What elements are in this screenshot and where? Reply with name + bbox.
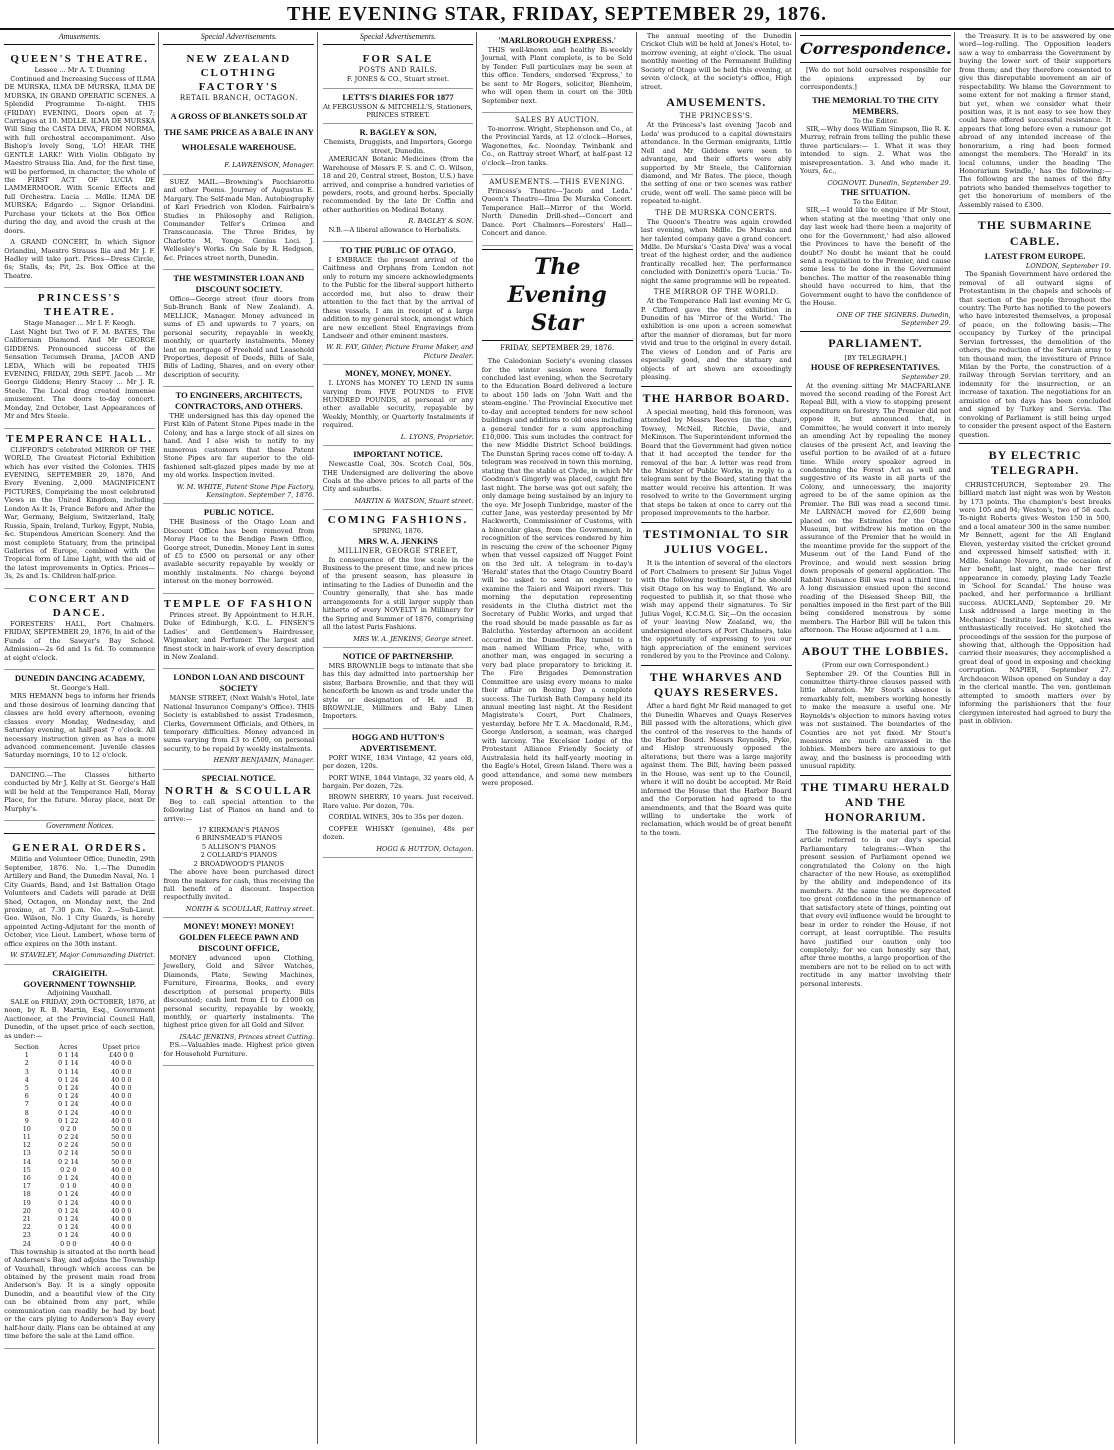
- ad-dancing-classes: [4, 768, 155, 821]
- ad-title: 'MARLBOROUGH EXPRESS.': [498, 35, 616, 45]
- article-subtitle: [BY TELEGRAPH.]: [844, 353, 907, 362]
- ad-title: FOR SALE: [362, 53, 434, 66]
- ad-body: Princess's Theatre—'Jacob and Leda.' Queen's Theatre—Ilma De Murska Concert. Temperance Hall—Mirror of the World. North Dunedin Drill-shed—Concert and Dance. Port Chalmers—Foresters' Hall—Concert and dance.: [481, 187, 633, 238]
- ad-jenkins: [323, 510, 474, 648]
- table-cell: 0 1 0: [60, 1182, 77, 1191]
- article-note: [We do not hold ourselves responsible for the opinions expressed by our correspondents.]: [800, 66, 951, 92]
- ad-body: SUEZ MAIL.—Browning's Pacchiarotto and other Poems. Journey of Augustus E. Margary. The Self-made Man. Autobiography of Karl Friedrich von Kloden. Fairbairn's Studies in Philosophy and Religion. Commander Telfer's Crimea and Transcaucasia. The Three Brides, by Charlotte M. Yonge. Genius Loci. J. Wellesley's Works. On Sale by R. Hedgson, &c. Princes street north, Dunedin.: [163, 177, 315, 262]
- article-body: After a hard fight Mr Reid managed to get the Dunedin Wharves and Quays Reserves Bill passed with the alterations, which give the control of the reserves to the hands of the Harbor Board. Messrs Reynolds, Pyke, and Hislop strenuously opposed the alterations, but there was a large majority against them. The Bill, having been passed in the House, was sent up to the Council, where it will no doubt be accepted. Mr Reid informed the House that the Harbor Board and the Corporation had agreed to the amendments, and that the Board was quite willing to undertake the work of reclamation, which would be of great benefit to the town.: [640, 702, 792, 837]
- ad-temple-of-fashion: [163, 594, 314, 670]
- ad-title: MRS W. A. JENKINS: [358, 535, 438, 546]
- table-cell: 0 1 24: [58, 1223, 79, 1232]
- masthead: [0, 0, 1114, 30]
- article-body: At the evening sitting Mr MACFARLANE moved the second reading of the Forest Act Repeal Bill, with a view to stopping present expenditure on forestry. The Premier did not oppose it, but announced that, in Committee, he would convert it into merely an amending Act by repealing the money clauses of the present Act, and leaving the useful portion to be availed of at a future time. While every speaker agreed in condemning the Forest Act as well and suggestive of its waste in all parts of the Colony, and unnecessary, the majority agreed to be of the same opinion as the Premier. The Bill was read a second time. Mr LARNACH moved for £2,600 being placed on the Estimates for the Otago Museum, but withdrew his motion on the assurance of the Premier that he would in the meantime provide for the support of the Museum out of the Land Fund of the Province, and would next session bring down proposals of general application. The Rabbit Nuisance Bill was read a third time. A long discussion ensued upon the second reading of the Diseased Sheep Bill, the penalties imposed in the first part of the Bill being considered monstrous by some members. The Harbor Bill will be taken this afternoon. The House adjourned at 1 a.m.: [800, 381, 951, 635]
- table-row: [4, 1084, 155, 1092]
- ad-subtitle: Stage Manager ... Mr I. F. Keogh.: [23, 319, 136, 328]
- ad-body: THIS well-known and healthy Bi-weekly Journal, with Plant complete, is to be Sold by Tender. Full particulars may be seen at this office. Tenders, endorsed 'Express,' to be sent to Mr Rogers, solicitor, Blenheim, who will open them in court on the 30th September next.: [481, 45, 633, 105]
- article-body: A special meeting, held this forenoon, was attended by Messrs Reeves (in the chair), Towsey, McNeil, Ritchie, Davie, and McKinnon. The Superintendent informed the Board that the Government had given notice that it had accepted the tender for the removal of the bar. A letter was read from the Minister of Public Works, in reply to a telegram sent by the Board, stating that the matter would receive his attention. It was resolved to write to the Government urging that steps be taken at once to carry out the proposed improvements to the harbor.: [640, 407, 792, 518]
- ad-body: DANCING.—The Classes hitherto conducted by Mr J. Kelly at St. George's Hall will be held at the Temperance Hall, Moray Place, for the future. Moray place, next Dr Murphy's.: [4, 770, 156, 813]
- article-body: September 29. Of the Counties Bill in committee thirty-three clauses passed with little alteration. Mr Stout's absence is remarkably felt, members working honestly to make the measure a useful one. Mr Reynolds's objection to minors having votes was not sustained. The boundaries of the Counties are not yet fixed. Mr Stout's measures are much canvassed in the lobbies. Members here are anxious to get away, and the business is proceeding with unusual rapidity.: [800, 669, 951, 771]
- section-title-telegraph: BY ELECTRIC TELEGRAPH.: [988, 447, 1082, 478]
- ad-title: GOLDEN FLEECE PAWN AND DISCOUNT OFFICE,: [179, 932, 299, 954]
- table-cell: 0 1 14: [58, 1059, 79, 1068]
- ad-signature: MARTIN & WATSON, Stuart street.: [354, 496, 474, 505]
- divider: [641, 386, 792, 387]
- table-cell: 0 1 24: [58, 1092, 79, 1101]
- table-cell: 0 1 24: [58, 1231, 79, 1240]
- ad-body: A GRAND CONCERT, In which Signor Orlandini, Maestro Strauss Ilia and Mr J. F. Hadley will take part. Prices—Dress Circle, 6s; Stalls, 4s; Pit, 2s. Box Office at the Theatre.: [4, 238, 156, 280]
- ad-signature: W. M. WHITE, Patent Stone Pipe Factory, Kensington. September 7, 1876.: [176, 482, 315, 499]
- table-cell: 0 1 24: [58, 1206, 79, 1215]
- ad-body: SALE on FRIDAY, 29th OCTOBER, 1876, at noon, by R. B. Martin, Esq., Government Auctioneer, at the Provincial Council Hall, Dunedin, of the upset price of each section, as under:—: [4, 997, 156, 1040]
- table-cell: 23: [22, 1231, 31, 1240]
- table-row: [4, 1231, 155, 1239]
- table-cell: 16: [22, 1174, 31, 1183]
- ad-body: Last Night but Two of F. M. BATES, The Californian Diamond. And Mr GEORGE GIDDENS. Pronounced success of the Sensation Tecumseh Drama, JACOB AND LEDA, Which will be repeated THIS EVENING, FRIDAY, 29th SEPT. Jacob ... Mr George Giddens; Henry Stacey ... Mr J. R. Steele. The Local drag created immense amusement. The doors to-day concert. Monday, 2nd October, Last Appearances of Mr and Mrs Steele.: [4, 327, 156, 421]
- table-cell: 1: [24, 1051, 29, 1060]
- table-cell: 19: [22, 1198, 31, 1207]
- section-title-cable: THE SUBMARINE CABLE.: [977, 218, 1093, 248]
- ad-general-orders: [4, 838, 155, 964]
- ad-important-notice: [323, 446, 474, 510]
- ad-title: IMPORTANT NOTICE.: [353, 449, 443, 460]
- table-cell: 0 1 24: [58, 1075, 79, 1084]
- table-cell: 40 0 0: [111, 1083, 132, 1092]
- newspaper-title: The Evening Star: [482, 249, 633, 341]
- table-cell: 15: [22, 1165, 31, 1174]
- ad-nz-clothing: [163, 49, 314, 175]
- ad-body: F. JONES & CO., Stuart street.: [346, 75, 450, 84]
- article-subtitle: THE PRINCESS'S.: [679, 112, 753, 121]
- article-subtitle: HOUSE OF REPRESENTATIVES.: [810, 362, 940, 373]
- table-cell: 6: [24, 1092, 29, 1101]
- ad-title: GOVERNMENT TOWNSHIP.: [23, 978, 136, 989]
- ad-subtitle: RETAIL BRANCH, OCTAGON.: [179, 94, 298, 103]
- section-header-special: Special Advertisements.: [323, 32, 474, 45]
- wines-list: [323, 754, 474, 842]
- ad-signature: W. STAVELEY, Major Commanding District.: [10, 951, 156, 960]
- newspaper-page: [0, 32, 1114, 1444]
- list-item: 6 BRINSMEAD'S PIANOS: [195, 834, 283, 843]
- ad-title: MONEY! MONEY! MONEY!: [183, 921, 295, 932]
- ad-title: LETTS'S DIARIES FOR 1877: [342, 91, 454, 102]
- article-subtitle: THE MIRROR OF THE WORLD.: [653, 288, 779, 297]
- table-cell: 40 0 0: [111, 1214, 132, 1223]
- table-cell: 2: [24, 1059, 29, 1068]
- divider: [800, 775, 951, 776]
- list-item: CORDIAL WINES, 30s to 35s per dozen.: [328, 813, 464, 822]
- table-cell: 11: [22, 1133, 31, 1142]
- divider: [959, 443, 1111, 444]
- article-body: The Caledonian Society's evening classes for the winter session were formally concluded last evening, when the Secretary to the Education Board delivered a lecture to about 150 lads on 'John Watt and the steam-engine.' The Provincial Executive met to-day and accepted tenders for new school buildings and additions to old ones including a general tender for a sum approaching £10,000. This sum includes the contract for the new Middle District School buildings. The Dunstan Spring races come off to-day. A telegram was received in town this morning, stating that the stable at Clyde, in which Mr Goodman's Gingerly was placed, caught fire last night. The horse was got out safely, the only damage being sustained by an injury to the eye. Mr Joseph Tunbridge, master of the cutter Jane, was yesterday presented by Mr Hackworth, Commissioner of Customs, with a binocular glass, from the Government, in recognition of the services rendered by him in rescuing the crew of the schooner Pigmy when that vessel capsized off Nugget Point on the 3rd ult. A telegram in to-day's 'Herald' states that the Otago Country Board will be asked to send an engineer to examine the Taieri and Waipori rivers. This morning the deputation representing residents in the Clutha district met the Secretary of Public Works, and urged that the road should be made passable as far as Balclutha. Yesterday afternoon an accident occurred in the Dunedin Bay tunnel to a man named William Price, who, with another man, was engaged in securing a very bad place preparatory to bricking it. The Fire Brigades Demonstration Committee are using every means to make their affair on Boxing Day a complete success. The Turkish Bath Company held its annual meeting last night. At the Resident Magistrate's Court, Port Chalmers, yesterday, before Mr T. A. Macdonald, R.M., George Anderson, a seaman, was charged with larceny. The Excelsior Lodge of the Protestant Alliance Friendly Society of Australasia held its half-yearly meeting in the Eagle's Hotel, Green Island. There was a good attendance, and some new members were proposed.: [481, 357, 633, 787]
- table-cell: 0 2 14: [58, 1157, 79, 1166]
- table-row: [4, 1125, 155, 1133]
- table-cell: 50 0 0: [111, 1149, 132, 1158]
- table-cell: 22: [22, 1223, 31, 1232]
- table-cell: 40 0 0: [111, 1059, 132, 1068]
- table-cell: 40 0 0: [111, 1231, 132, 1240]
- article-body: SIR,—Why does William Simpson, Ilie R. K. Murray, refrain from telling the public these three particulars:— 1. What it was they intended to sign. 2. What was the misrepresentation. 3. And who made it. Yours, &c.,: [800, 124, 951, 176]
- table-cell: 40 0 0: [111, 1174, 132, 1183]
- ad-body: This township is situated at the north head of Andersen's Bay, and adjoins the Township of Vauxhall, through which access can be obtained by the present main road from Anderson's Bay. It is a singly opposite Dunedin, and a beautiful view of the City can be obtained from any part, while communication can readily be had by boat or the cars plying to Anderson's Bay every half-hour daily. Plans can be obtained at any time before the sale at the Land office.: [4, 1247, 156, 1341]
- article-body: SIR,—I would like to enquire if Mr Stout, when stating at the meeting 'that only one day last week had there been a majority of one for the Government,' had also allowed the Provinces to have the benefit of the doubt? No doubt he meant that he could send a requisition to the Premier, and cause some less to be done in the Government benches. The matter of the reasonable thing should have occurred to him, that the Government ought to have the confidence of the House.: [800, 206, 951, 308]
- section-header-special: Special Advertisements.: [163, 32, 314, 45]
- column-2: [160, 32, 318, 1444]
- article-date: September 29.: [901, 373, 951, 382]
- ad-subtitle: MILLINER, GEORGE STREET,: [337, 546, 459, 555]
- table-cell: 40 0 0: [111, 1100, 132, 1109]
- section-header-amusements: Amusements.: [4, 32, 155, 45]
- table-row: [4, 1051, 155, 1059]
- table-cell: 5: [24, 1083, 29, 1092]
- ad-title: SPECIAL NOTICE.: [201, 772, 276, 783]
- table-cell: 50 0 0: [111, 1133, 132, 1142]
- table-row: [4, 1092, 155, 1100]
- table-cell: 0 1 24: [58, 1174, 79, 1183]
- article-body: At the Princess's last evening 'Jacob and Leda' was produced to a capital downstairs attendance. In the German emigrants, Little Nell and Mr Giddens were seen to advantage, and their efforts were ably supported by Mr Steele, the Californian diamond, and Mr Bates. The piece, though the setting of one or two scenes was rather crude, went off well. The same piece will be repeated to-night.: [640, 121, 792, 206]
- ad-body: I EMBRACE the present arrival of the Caithness and Orphans from London not only to return my sincere acknowledgments to the Public for the liberal support hitherto accorded me, but also to draw their attention to the fact that by the arrival of these vessels, I am in receipt of a large addition to my general stock, amongst which are new excellent Steel Engravings from Landseer and other eminent masters.: [322, 256, 474, 340]
- table-cell: 13: [22, 1149, 31, 1158]
- article-body: It is the intention of several of the electors of Port Chalmers to present Sir Julius Vogel with the following testimonial, if he should visit Otago on his way to England. We are requested to publish it, so that those who wish may append their signatures. To Sir Julius Vogel, K.C.M.G. Sir,—On the occasion of your leaving New Zealand, we, the undersigned electors of Port Chalmers, take the opportunity of expressing to you our high appreciation of the eminent services rendered by you to the Province and Colony.: [640, 559, 792, 661]
- section-title-lobbies: ABOUT THE LOBBIES.: [801, 643, 950, 658]
- ad-queens-theatre: [4, 49, 155, 288]
- divider: [641, 522, 792, 523]
- table-cell: 18: [22, 1190, 31, 1199]
- table-row: [4, 1215, 155, 1223]
- ad-body: CLIFFORD'S celebrated MIRROR OF THE WORLD, The Greatest Pictorial Exhibition which has ever visited the Colonies. THIS EVENING, SEPTEMBER 29, 1876, And Every Evening. 2,000 MAGNIFICENT PICTURES, Comprising the most celebrated Views in the United Kingdom, including London As It Is, France Before and After the War, Germany, Belgium, Switzerland, Italy, Russia, Spain, Ireland, Turkey, Egypt, Nubia, &c. Stupendous American Scenery. And the most complete Statuary, from the principal Galleries of Europe, combined with the Tropical form of Lime Light, with the aid of the latest improvements in Optics. Prices—3s, 2s and 1s. Children half-price.: [4, 445, 156, 581]
- ad-title: THE WESTMINSTER LOAN AND DISCOUNT SOCIETY.: [173, 273, 305, 294]
- table-cell: 40 0 0: [111, 1165, 132, 1174]
- ad-body: MRS BROWNLIE begs to intimate that she has this day admitted into partnership her sister, Barbara Brownlie, and that they will henceforth be known as and trade under the style or designation of H. and B. BROWNLIE, Milliners and Baby Linen Importers.: [322, 661, 474, 721]
- ad-suez-mail: [163, 175, 314, 270]
- ad-title: TO ENGINEERS, ARCHITECTS, CONTRACTORS, AND OTHERS.: [174, 390, 303, 412]
- ad-body: Newcastle Coal, 30s. Scotch Coal, 50s. THE Undersigned are delivering the above Coals at the above prices to all parts of the City and suburbs.: [322, 460, 474, 494]
- table-cell: 0 1 24: [58, 1108, 79, 1117]
- ad-title: R. BAGLEY & SON,: [359, 127, 437, 138]
- table-row: [4, 1059, 155, 1067]
- ad-body: I. LYONS has MONEY TO LEND IN sums varying from FIVE POUNDS to FIVE HUNDRED POUNDS, at personal or any other available security, repayable by Weekly, Monthly, or Quarterly Instalments if required.: [322, 379, 474, 430]
- article-subtitle: To the Editor.: [852, 116, 898, 125]
- table-cell: 10: [22, 1124, 31, 1133]
- table-cell: 3: [24, 1067, 29, 1076]
- column-6: [797, 32, 955, 1444]
- article-body: The annual meeting of the Dunedin Cricket Club will be held at Jones's Hotel, to-morrow evening, at eight o'clock. The usual monthly meeting of the Permanent Building Society of Otago will be held this evening, at seven o'clock, at the society's office, High street.: [640, 32, 792, 91]
- ad-body: P.S.—Valuables made. Highest price given for Household Furniture.: [163, 1041, 315, 1058]
- table-cell: 50 0 0: [111, 1157, 132, 1166]
- ad-concert-dance: [4, 589, 155, 670]
- column-7: [956, 32, 1114, 1444]
- list-item: 17 KIRKMAN'S PIANOS: [198, 825, 280, 834]
- table-cell: 0 2 0: [60, 1165, 77, 1174]
- section-title-parliament: PARLIAMENT.: [828, 336, 923, 351]
- ad-title: SALES BY AUCTION.: [514, 115, 600, 124]
- ad-title: NOTICE OF PARTNERSHIP.: [342, 650, 454, 661]
- article-subtitle: LATEST FROM EUROPE.: [984, 250, 1086, 261]
- ad-title: PUBLIC NOTICE.: [203, 507, 274, 518]
- table-row: [4, 1240, 155, 1248]
- article-title: THE SITUATION.: [840, 187, 911, 198]
- table-row: [4, 1223, 155, 1231]
- pianos-list: [163, 826, 314, 868]
- table-cell: 9: [24, 1116, 29, 1125]
- ad-body: AMERICAN Botanic Medicines (from the Warehouse of Messrs F. S. and C. O. Wilson, 18 and 20, Central street, Boston, U.S.) have arrived, and comprise a hundred varieties of powders, roots, and ground herbs. Specially recommended by the late Dr Coffin and other authorities on Medical Botany.: [322, 155, 474, 214]
- ad-signature: HENRY BENJAMIN, Manager.: [213, 756, 315, 765]
- leader-article: [482, 357, 633, 787]
- table-row: [4, 1100, 155, 1108]
- ad-body: In consequence of the low scale in the Business to the present time, and new prices of the present season, has pleasure in intimating to the Ladies of Dunedin and the Country generally, that she has made arrangements for a still larger supply than hitherto of every NOVELTY in Millinery for the Spring and Summer of 1876, comprising all the latest Paris Fashions.: [322, 555, 474, 632]
- table-cell: 0 2 14: [58, 1149, 79, 1158]
- ad-sales-auction: [482, 113, 633, 175]
- table-cell: 0 0 0: [60, 1239, 77, 1248]
- table-cell: 0 1 14: [58, 1051, 79, 1060]
- ad-princess-theatre: [4, 288, 155, 428]
- ad-title: COMING FASHIONS.: [327, 514, 469, 527]
- masthead-title: THE EVENING STAR, FRIDAY, SEPTEMBER 29, 1876.: [287, 2, 827, 25]
- section-title-wharves: THE WHARVES AND QUAYS RESERVES.: [649, 669, 783, 699]
- ad-body: MONEY advanced upon Clothing, Jewellery, Gold and Silver Watches, Diamonds, Plate, Sewing Machines, Furniture, Firearms, Books, and every description of personal property. Bills discounted; cash lent from £1 to £1000 on personal security, repayable by weekly, monthly, or quarterly instalments. The highest price given for all Gold and Silver.: [163, 953, 315, 1030]
- table-row: [4, 1076, 155, 1084]
- ad-signature: HOGG & HUTTON, Octagon.: [376, 844, 474, 853]
- ad-title: DUNEDIN DANCING ACADEMY,: [14, 673, 145, 684]
- section-title-harbor: THE HARBOR BOARD.: [642, 390, 790, 405]
- table-cell: 40 0 0: [111, 1092, 132, 1101]
- table-row: [4, 1199, 155, 1207]
- article-date: LONDON, September 19.: [1025, 261, 1111, 270]
- table-row: [4, 1117, 155, 1125]
- divider: [800, 639, 951, 640]
- article-body: CHRISTCHURCH, September 29. The billiard match last night was won by Weston by 173 points. The champion's best breaks were 105 and 94; Weston's, two of 58 each. To-night Roberts gives Weston 150 in 500, and a local amateur 300 in the same number. Mr Bennett, agent for the All England Eleven, yesterday visited the cricket ground and expressed himself satisfied with it. Mdlle. Solange Novaro, on the occasion of her benefit, last night, made her first appearance in comedy, playing Lady Teazle in 'School for Scandal.' The house was packed, and her performance a brilliant success. AUCKLAND, September 29. Mr Lusk addressed a large meeting in the Mechanics' Institute last night, and was enthusiastically received. He sketched the proceedings of the session for the purpose of showing that, although the Opposition had carried their measures, they accomplished a great deal of good in exposing and checking corruption. NAPIER, September 27. Archdeacon Wilson opened on Sunday a day in the clerical mantle. The ven. gentleman attempted to smooth matters over by informing the parishioners that the four clergymen interested had agreed to bury the past in oblivion.: [959, 480, 1111, 725]
- amusements-list: [482, 175, 633, 246]
- table-header: Acres: [59, 1043, 78, 1052]
- table-row: [4, 1141, 155, 1149]
- table-cell: 0 1 22: [58, 1116, 79, 1125]
- ad-signature: MRS W. A. JENKINS, George street.: [353, 634, 474, 643]
- table-cell: 40 0 0: [111, 1067, 132, 1076]
- table-cell: 0 1 24: [58, 1198, 79, 1207]
- ad-title: QUEEN'S THEATRE.: [10, 53, 149, 66]
- article-body: the Treasury. It is to be answered by one word—log-rolling. The Opposition leaders saw a way to embarrass the Government by buying the lower sort of their supporters from them; and they therefore consented to give this disreputable movement an air of respectability. We blame the Government to some extent for not making a firmer stand, but yet, when we consider what their position was, it is not easy to see how they could have offered successful resistance. It appears that long before even a rumour got abroad of any intended increase of the honorarium, a ring had been formed amongst the members. The 'Herald' in its local columns, under the heading 'The Honorarium Swindle,' has the following:—The following are the names of the fifty patriots who banded themselves together to get the honorarium of members of the Assembly raised to £300.: [959, 32, 1111, 209]
- article-signature: COGNOVIT. Dunedin, September 29.: [827, 178, 951, 187]
- article-subtitle: To the Editor.: [852, 197, 898, 206]
- table-cell: 0 1 24: [58, 1190, 79, 1199]
- list-item: COFFEE WHISKY (genuine), 48s per dozen.: [322, 824, 474, 842]
- table-cell: 21: [22, 1214, 31, 1223]
- section-header-correspondence: Correspondence.: [800, 35, 951, 63]
- table-cell: 4: [24, 1075, 29, 1084]
- ad-title: HOGG AND HUTTON'S ADVERTISEMENT.: [351, 731, 445, 753]
- ad-subtitle: St. George's Hall.: [50, 683, 110, 692]
- article-body: At the Temperance Hall last evening Mr G. P. Clifford gave the first exhibition in Dunedin of his 'Mirror of the World.' The exhibition is one upon a screen somewhat after the manner of dioramas, but far more vivid and true to the original in every detail. The views of London and of Paris are especially good, and the statuary and objects of art shown are exceedingly pleasing.: [640, 297, 792, 382]
- column-5: [638, 32, 796, 1444]
- ad-signature: L. LYONS, Proprietor.: [400, 432, 474, 441]
- ad-north-scoullar: [163, 770, 314, 919]
- ad-body: THE undersigned has this day opened the First Kiln of Patent Stone Pipes made in the Colony, and has a large stock of all sizes on hand. And I also wish to notify to my numerous customers that these Patent Stone Pipes are far superior to the old-fashioned salt-glazed pipes made by me at my old works. Inspection invited.: [163, 412, 315, 480]
- ad-title: CONCERT AND DANCE.: [28, 592, 131, 619]
- ad-body: The above have been purchased direct from the makers for cash, thus receiving the full benefit of a discount. Inspection respectfully invited.: [163, 868, 315, 902]
- table-cell: 0 1 24: [58, 1083, 79, 1092]
- table-cell: 40 0 0: [111, 1075, 132, 1084]
- ad-body: Continued and Increasing Success of ILMA DE MURSKA, ILMA DE MURSKA, ILMA DE MURSKA, IN GRAND OPERATIC SCENES. A Splendid Programme To-night. THIS (FRIDAY) EVENING, Doors open at 7; Carriages at 10. MDLLE. ILMA DE MURSKA Will Sing the CASTA DIVA, FROM NORMA, with full orchestral accompaniment. Also Bishop's lovely Song, 'LO! HEAR THE GENTLE LARK!' With Violin Obligato by Maestro Strauss Ilia. And, for the first time, will be performed, in character, the whole of the FIRST ACT OF LUCIA DE LAMMERMOOR. With Scenic Effects and full Orchestra. Lucia ... Mdlle. ILMA DE MURSKA; Edgardo ... Signor Orlandini. Purchase your tickets at the Box Office during the day, and avoid the crush at the doors.: [4, 74, 156, 235]
- ad-signature: F. LAWRENSON, Manager.: [224, 161, 315, 170]
- ad-title: AMUSEMENTS.—THIS EVENING.: [489, 178, 626, 187]
- article-signature: ONE OF THE SIGNERS. Dunedin, September 29.: [836, 310, 951, 328]
- table-cell: 40 0 0: [111, 1223, 132, 1232]
- ad-for-sale: [323, 49, 474, 88]
- table-cell: 7: [24, 1100, 29, 1109]
- article-body: The Spanish Government have ordered the removal of all outward signs of Protestantism in the chapels and schools of that section of the people throughout the country. The Porte has notified to the powers who have interested themselves, a proposal of peace, on the following basis:—The occupancy by Turkey of the principal Servian fortresses, the demolition of the others, the reduction of the Servian army to ten thousand men, the investiture of Prince Milan by the Porte, the construction of a railway through Servian territory, and an indemnity for the insurrection, or an increase of taxation. The negotiations for an armistice of ten days has been concluded and signed by Turkey and Servia. The convoking of Parliament is still being urged to consider the present aspect of the Eastern question.: [959, 270, 1111, 439]
- list-item: 2 BROADWOOD'S PIANOS: [193, 859, 285, 868]
- ad-signature: NORTH & SCOULLAR, Rattray street.: [185, 904, 315, 913]
- table-cell: 0 1 24: [58, 1100, 79, 1109]
- ad-title: CRAIGIEITH.: [52, 967, 108, 978]
- table-row: [4, 1158, 155, 1166]
- table-row: [4, 1109, 155, 1117]
- table-cell: 0 2 24: [58, 1133, 79, 1142]
- ad-title: MONEY, MONEY, MONEY.: [344, 368, 452, 379]
- ad-body: FORESTERS' HALL, Port Chalmers. FRIDAY, SEPTEMBER 29, 1876, In aid of the Funds of the Sawyer's Bay School. Admission—2s 6d and 1s 6d. To commence at eight o'clock.: [4, 619, 156, 662]
- table-cell: 14: [22, 1157, 31, 1166]
- ad-golden-fleece: [163, 918, 314, 1066]
- ad-letts-diaries: [323, 89, 474, 125]
- article-body: The Queen's Theatre was again crowded last evening, when Mdlle. De Murska and her talented company gave a grand concert. Mdlle. De Murska's 'Casta Diva' was a vocal treat of the highest order, and the audience frantically recalled her. The performance concluded with Donizetti's opera 'Lucia.' To-night the same programme will be repeated.: [640, 217, 792, 285]
- column-4: [479, 32, 637, 1444]
- table-header-row: [4, 1043, 155, 1051]
- table-cell: 40 0 0: [111, 1239, 132, 1248]
- list-item: BROWN SHERRY, 10 years. Just received. Rare value. Per dozen, 70s.: [322, 793, 474, 810]
- ad-body: Militia and Volunteer Office, Dunedin, 29th September, 1876. No. 1.—The Dunedin Artillery and Band, the Dunedin Naval, No. 1 City Guards, Band, and 1st Battalion Otago Volunteers and Cadets will parade at Drill Shed, Octagon, on Monday next, the 2nd proximo, at 7.30 p.m. No. 2.—Sub-Lieut. Geo. Wilson, No. 1 City Guards, is hereby appointed Acting-Adjutant for the month of October, vice Lieut. Lambert, whose term of office expires on the 30th instant.: [4, 855, 156, 948]
- ad-signature: R. BAGLEY & SON.: [408, 217, 474, 226]
- ad-body: To-morrow. Wright, Stephenson and Co., at the Provincial Yards, at 12 o'clock—Horses, Wagonettes, &c. Noonday. Twinbank and Co., on Rattray street Wharf, at half-past 12 o'clock—Iron tanks.: [481, 124, 633, 167]
- section-title-amusements: AMUSEMENTS.: [666, 95, 767, 110]
- sections-table: [4, 1043, 155, 1248]
- ad-body: A GROSS OF BLANKETS SOLD AT THE SAME PRICE AS A BALE IN ANY WHOLESALE WAREHOUSE.: [163, 111, 314, 153]
- divider: [800, 331, 951, 332]
- column-3: [320, 32, 478, 1444]
- table-cell: 0 1 24: [58, 1214, 79, 1223]
- table-row: [4, 1068, 155, 1076]
- table-cell: 0 2 0: [60, 1124, 77, 1133]
- ad-westminster-loan: [163, 270, 314, 387]
- ad-body: MANSE STREET, (Next Walsh's Hotel, late National Insurance Company's Office). THIS Society is established to assist Tradesmen, Clerks, Government Officials, and Others, in temporary difficulties. Money advanced in sums varying from £3 to £500, on personal security, to be repaid by weekly instalments.: [163, 694, 315, 753]
- ad-temperance-hall: [4, 429, 155, 589]
- ad-subtitle: POSTS AND RAILS.: [358, 66, 438, 75]
- table-row: [4, 1133, 155, 1141]
- table-cell: 40 0 0: [111, 1206, 132, 1215]
- table-cell: 40 0 0: [111, 1198, 132, 1207]
- table-row: [4, 1174, 155, 1182]
- table-cell: 8: [24, 1108, 29, 1117]
- article-title: THE MEMORIAL TO THE CITY MEMBERS.: [812, 94, 939, 116]
- table-cell: 24: [22, 1239, 31, 1248]
- article-subtitle: THE DE MURSKA CONCERTS.: [655, 208, 778, 217]
- ad-title: LONDON LOAN AND DISCOUNT SOCIETY: [173, 672, 305, 694]
- section-title-testimonial: TESTIMONIAL TO SIR JULIUS VOGEL.: [643, 526, 790, 556]
- table-cell: 0 1 14: [58, 1067, 79, 1076]
- ad-london-loan: [163, 669, 314, 769]
- column-1: [1, 32, 159, 1444]
- ad-public-notice: [163, 504, 314, 593]
- ad-title: NEW ZEALAND CLOTHING FACTORY'S: [186, 53, 292, 94]
- table-row: [4, 1207, 155, 1215]
- ad-government-township: [4, 965, 155, 1349]
- ad-title: GENERAL ORDERS.: [12, 842, 148, 855]
- ad-body: THE Business of the Otago Loan and Discount Office has been removed from Moray Place to the Bendigo Pawn Office, George street, Dunedin. Money Lent in sums of £5 to £500 on personal or any other available security repayable by weekly or monthly instalments. No charge beyond interest on the money borrowed.: [163, 518, 315, 586]
- table-row: [4, 1149, 155, 1157]
- table-cell: 40 0 0: [111, 1116, 132, 1125]
- ad-hogg-hutton: [323, 729, 474, 858]
- article-body: The following is the material part of the article referred to in our day's special Parliamentary telegrams:—When the present session of Parliament opened we congratulated the Colony on the high character of the new House, as exemplified by the ability and independence of its members. At the same time we deprecated too great confidence in the permanence of that satisfactory state of things, pointing out that every evil influence would be brought to bear in order to render the House, if not corrupt, at least corruptible. The results have justified our caution only too completely; for we can honestly say that, after three months, a large proportion of the members are not to be relied on to act with rectitude in any matter involving their personal interests.: [800, 827, 951, 988]
- ad-body: At FERGUSSON & MITCHELL'S, Stationers, PRINCES STREET.: [323, 102, 473, 120]
- ad-body: MRS HEMANN begs to inform her friends and those desirous of learning dancing that classes are held every afternoon, evening classes every Monday, Wednesday, and Saturday evening, at half-past 7 o'clock. All necessary instruction given as has a more advanced commencement. Juvenile classes Saturday mornings, 10 to 12 o'clock.: [4, 692, 156, 760]
- table-cell: 40 0 0: [111, 1182, 132, 1191]
- table-row: [4, 1182, 155, 1190]
- table-cell: 12: [22, 1141, 31, 1150]
- table-header: Section: [14, 1043, 39, 1052]
- section-header-government: Government Notices.: [4, 821, 155, 834]
- table-header: Upset price: [102, 1043, 141, 1052]
- table-cell: £40 0 0: [109, 1051, 134, 1060]
- table-cell: 20: [22, 1206, 31, 1215]
- table-row: [4, 1166, 155, 1174]
- ad-title: TEMPERANCE HALL.: [6, 432, 154, 445]
- ad-engineers: [163, 387, 314, 504]
- ad-public-otago: [323, 242, 474, 365]
- ad-money-lyons: [323, 365, 474, 446]
- table-row: [4, 1190, 155, 1198]
- table-cell: 50 0 0: [111, 1124, 132, 1133]
- list-item: 5 ALLISON'S PIANOS: [201, 842, 276, 851]
- ad-body: N.B.—A liberal allowance to Herbalists.: [328, 225, 462, 234]
- ad-dancing-academy: [4, 670, 155, 768]
- ad-bagley: [323, 124, 474, 242]
- ad-subtitle: Adjoining Vauxhall.: [47, 989, 112, 998]
- ad-subtitle: SPRING, 1876.: [372, 527, 424, 536]
- ad-signature: W. R. FAY, Gilder, Picture Frame Maker, and Picture Dealer.: [326, 343, 474, 360]
- ad-partnership: [323, 648, 474, 729]
- table-cell: 40 0 0: [111, 1190, 132, 1199]
- table-cell: 50 0 0: [111, 1141, 132, 1150]
- table-cell: 17: [22, 1182, 31, 1191]
- ad-body: Beg to call special attention to the following List of Pianos on hand and to arrive:—: [163, 797, 315, 823]
- ad-subtitle: Chemists, Druggists, and Importers, George street, Dunedin.: [323, 138, 473, 155]
- section-title-timaru: THE TIMARU HERALD AND THE HONORARIUM.: [800, 779, 951, 825]
- ad-body: Office—George street (four doors from Sub-Branch Bank of New Zealand). A. MELLICK, Manager. Money advanced in sums of £5 and upwards to 7 years, on personal security, repayable in weekly, monthly, or quarterly instalments. Money lent on mortgage of Freehold and Leasehold Properties, deposit of Deeds, Bills of Sale, Bills of Lading, Shares, and on every other description of security.: [163, 294, 315, 379]
- list-item: 2 COLLARD'S PIANOS: [200, 851, 278, 860]
- table-cell: 0 2 24: [58, 1141, 79, 1150]
- list-item: PORT WINE, 1834 Vintage, 42 years old, per dozen, 120s.: [322, 753, 474, 771]
- divider: [641, 665, 792, 666]
- ad-title: TEMPLE OF FASHION: [163, 597, 314, 610]
- ad-title: NORTH & SCOULLAR: [164, 784, 313, 797]
- ad-marlborough-express: [482, 32, 633, 113]
- ad-title: TO THE PUBLIC OF OTAGO.: [340, 245, 456, 256]
- table-cell: 40 0 0: [111, 1108, 132, 1117]
- ad-subtitle: Lessee ... Mr A. T. Dunning: [34, 66, 125, 75]
- list-item: PORT WINE, 1844 Vintage, 32 years old, A bargain. Per dozen, 72s.: [322, 773, 474, 790]
- ad-title: PRINCESS'S THEATRE.: [37, 292, 122, 319]
- ad-signature: ISAAC JENKINS, Princes street Cutting.: [179, 1032, 315, 1041]
- ad-body: Princes street. By Appointment to H.R.H. Duke of Edinburgh, K.G. L. FINSEN'S Ladies' and Gentlemen's Hairdresser, Wigmaker, and Perfumer. The largest and finest stock in hair-work of every description in New Zealand.: [163, 610, 315, 662]
- issue-date: FRIDAY, SEPTEMBER 29, 1876.: [500, 344, 615, 353]
- divider: [959, 213, 1111, 214]
- article-subtitle: (From our own Correspondent.): [822, 661, 929, 670]
